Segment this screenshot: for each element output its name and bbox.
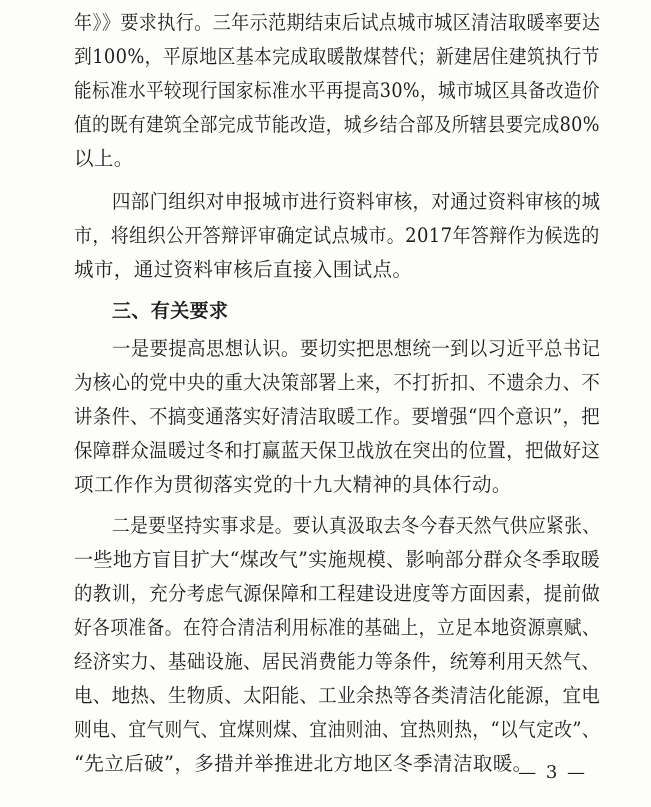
text-line: 值的既有建筑全部完成节能改造，城乡结合部及所辖县要完成80% (74, 113, 600, 136)
text-line: 年》》要求执行。三年示范期结束后试点城市城区清洁取暖率要达 (74, 11, 601, 34)
text-line: 经济实力、基础设施、居民消费能力等条件，统筹利用天然气、 (74, 650, 601, 673)
text-line: 市，将组织公开答辩评审确定试点城市。2017年答辩作为候选的 (74, 224, 600, 247)
text-line: 四部门组织对申报城市进行资料审核，对通过资料审核的城 (112, 190, 601, 213)
text-line: 城市，通过资料审核后直接入围试点。 (74, 258, 413, 281)
text-line: 能标准水平较现行国家标准水平再提高30%，城市城区具备改造价 (74, 79, 600, 102)
text-line: 以上。 (74, 147, 134, 170)
text-line: 二是要坚持实事求是。要认真汲取去冬今春天然气供应紧张、 (112, 514, 601, 537)
text-line: 到100%，平原地区基本完成取暖散煤替代；新建居住建筑执行节 (74, 45, 600, 68)
text-line: 一些地方盲目扩大“煤改气”实施规模、影响部分群众冬季取暖 (74, 548, 601, 571)
section-heading: 三、有关要求 (112, 300, 229, 322)
text-line: 好各项准备。在符合清洁利用标准的基础上，立足本地资源禀赋、 (74, 616, 601, 639)
text-line: 保障群众温暖过冬和打赢蓝天保卫战放在突出的位置，把做好这 (74, 439, 601, 462)
page-number: — 3 — (518, 762, 587, 783)
text-line: 的教训，充分考虑气源保障和工程建设进度等方面因素，提前做 (74, 582, 601, 605)
text-line: 为核心的党中央的重大决策部署上来，不打折扣、不遗余力、不 (74, 371, 601, 394)
text-line: 一是要提高思想认识。要切实把思想统一到以习近平总书记 (112, 337, 601, 360)
text-line: “先立后破”，多措并举推进北方地区冬季清洁取暖。 (74, 752, 533, 775)
text-line: 项工作作为贯彻落实党的十九大精神的具体行动。 (74, 473, 512, 496)
text-line: 讲条件、不搞变通落实好清洁取暖工作。要增强“四个意识”，把 (74, 405, 601, 428)
text-line: 则电、宜气则气、宜煤则煤、宜油则油、宜热则热，“以气定改”、 (74, 718, 600, 741)
text-line: 电、地热、生物质、太阳能、工业余热等各类清洁化能源，宜电 (74, 684, 601, 707)
